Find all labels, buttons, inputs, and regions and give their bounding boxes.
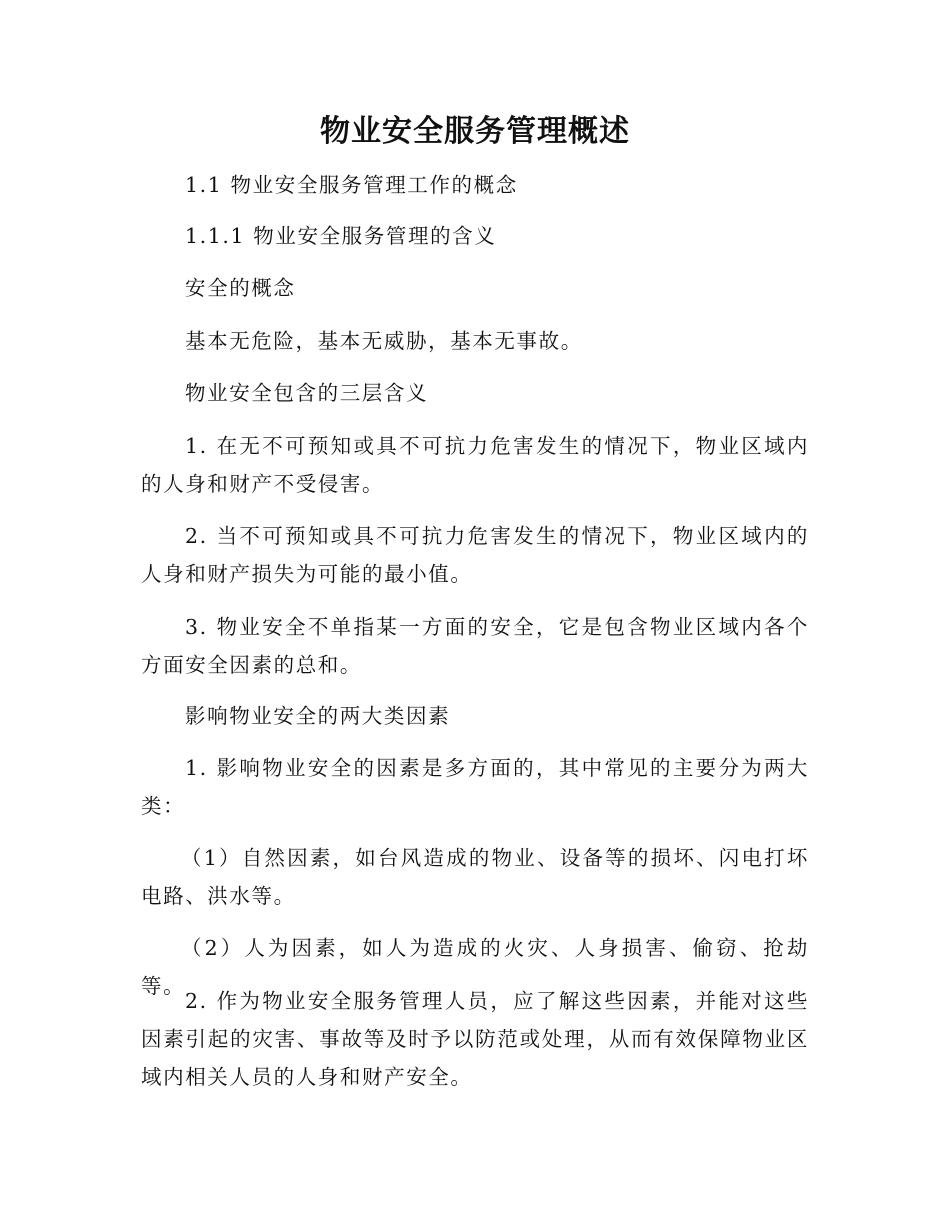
paragraph-management-role: 2. 作为物业安全服务管理人员，应了解这些因素，并能对这些因素引起的灾害、事故等及时予以防范或处理，从而有效保障物业区域内相关人员的人身和财产安全。	[141, 989, 809, 1089]
heading-1-1-1: 1.1.1 物业安全服务管理的含义	[185, 224, 497, 248]
subheading-three-meanings: 物业安全包含的三层含义	[185, 381, 429, 405]
paragraph-meaning-2: 2. 当不可预知或具不可抗力危害发生的情况下，物业区域内的人身和财产损失为可能的最小值。	[141, 524, 809, 586]
paragraph-factors-intro: 1. 影响物业安全的因素是多方面的，其中常见的主要分为两大类：	[141, 756, 809, 818]
paragraph-meaning-1: 1. 在无不可预知或具不可抗力危害发生的情况下，物业区域内的人身和财产不受侵害。	[141, 434, 809, 496]
heading-1-1: 1.1 物业安全服务管理工作的概念	[185, 173, 518, 197]
subheading-safety-concept: 安全的概念	[185, 276, 296, 300]
paragraph-natural-factors: （1）自然因素，如台风造成的物业、设备等的损坏、闪电打坏电路、洪水等。	[141, 846, 809, 908]
document-title: 物业安全服务管理概述	[320, 114, 630, 149]
paragraph-human-factors: （2）人为因素，如人为造成的火灾、人身损害、偷窃、抢劫等。	[141, 936, 809, 998]
subheading-two-factors: 影响物业安全的两大类因素	[185, 704, 451, 728]
paragraph-meaning-3: 3. 物业安全不单指某一方面的安全，它是包含物业区域内各个方面安全因素的总和。	[141, 615, 809, 677]
paragraph-safety-definition: 基本无危险，基本无威胁，基本无事故。	[185, 329, 583, 353]
